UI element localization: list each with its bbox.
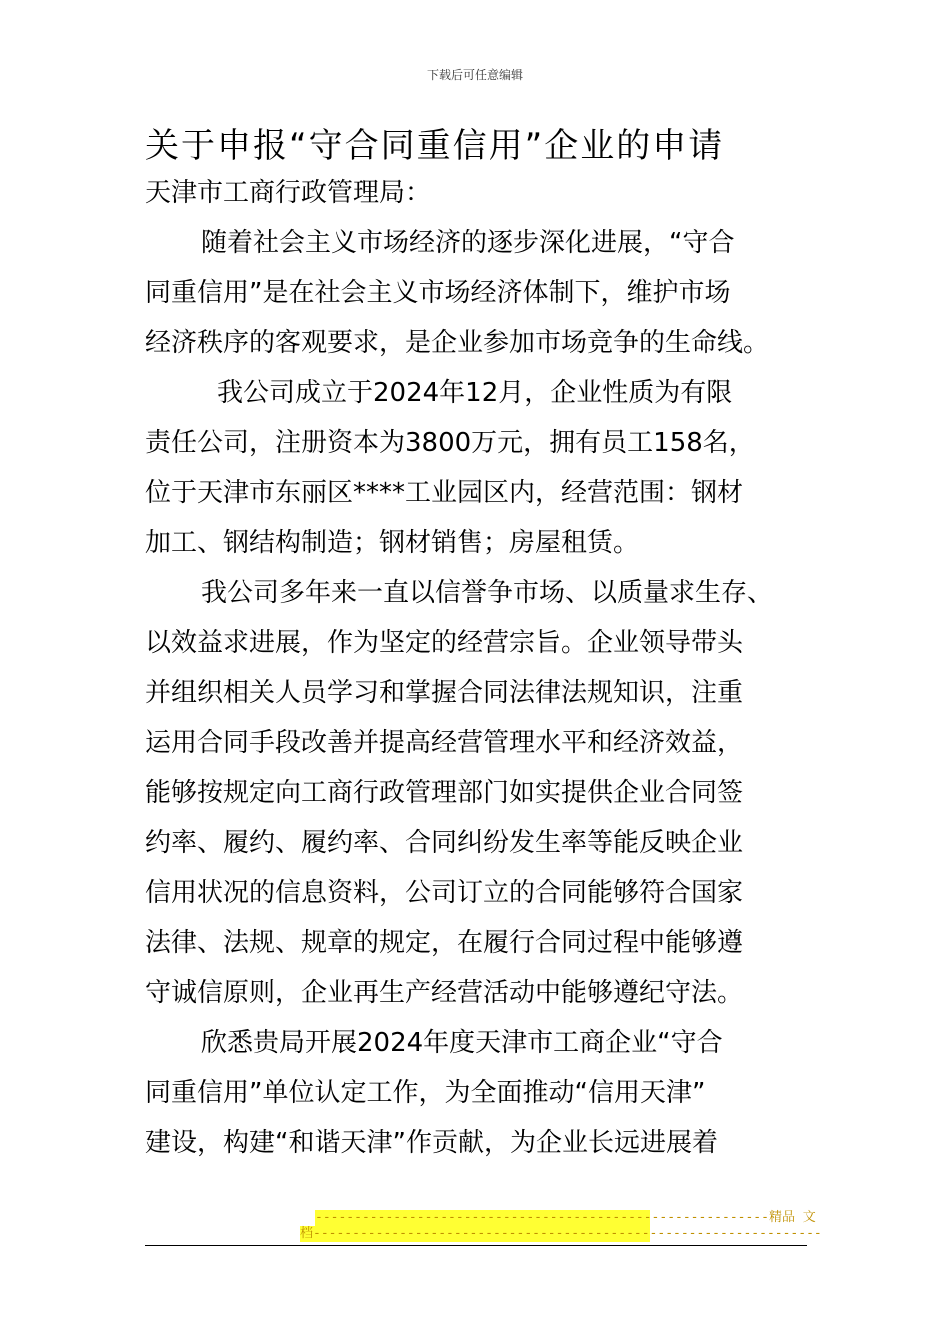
salutation: 天津市工商行政管理局： xyxy=(145,178,432,208)
document-body xyxy=(145,168,825,1168)
paragraph-line: 建设，构建“和谐天津”作贡献，为企业长远进展着 xyxy=(145,1128,718,1158)
paragraph-line: 以效益求进展，作为坚定的经营宗旨。企业领导带头 xyxy=(145,628,744,658)
footer-highlight-block xyxy=(300,1210,822,1242)
paragraph-line: 我公司多年来一直以信誉争市场、以质量求生存、 xyxy=(201,578,774,608)
paragraph-line: 能够按规定向工商行政管理部门如实提供企业合同签 xyxy=(145,778,744,808)
paragraph-line: 责任公司，注册资本为3800万元，拥有员工158名， xyxy=(145,428,755,458)
footer-divider xyxy=(145,1245,807,1246)
footer-line: 档----------------------------------------------------------------- xyxy=(300,1226,822,1241)
paragraph-line: 位于天津市东丽区****工业园区内，经营范围：钢材 xyxy=(145,478,744,508)
paragraph-1 xyxy=(145,218,825,368)
paragraph-3 xyxy=(145,568,825,1018)
paragraph-line: 加工、钢结构制造；钢材销售；房屋租赁。 xyxy=(145,528,640,558)
paragraph-line: 运用合同手段改善并提高经营管理水平和经济效益， xyxy=(145,728,744,758)
paragraph-line: 同重信用”单位认定工作，为全面推动“信用天津” xyxy=(145,1078,706,1108)
paragraph-line: 守诚信原则，企业再生产经营活动中能够遵纪守法。 xyxy=(145,978,744,1008)
paragraph-line: 约率、履约、履约率、合同纠纷发生率等能反映企业 xyxy=(145,828,744,858)
paragraph-line: 同重信用”是在社会主义市场经济体制下，维护市场 xyxy=(145,278,731,308)
paragraph-line: 信用状况的信息资料，公司订立的合同能够符合国家 xyxy=(145,878,744,908)
paragraph-line: 我公司成立于2024年12月，企业性质为有限 xyxy=(217,378,733,408)
footer-line: ----------------------------------------------------------精品 文 xyxy=(315,1210,816,1225)
page-header-note: 下载后可任意编辑 xyxy=(426,68,523,82)
paragraph-line: 并组织相关人员学习和掌握合同法律法规知识，注重 xyxy=(145,678,744,708)
document-title: 关于申报“守合同重信用”企业的申请 xyxy=(145,126,725,166)
paragraph-4 xyxy=(145,1018,825,1168)
paragraph-line: 经济秩序的客观要求，是企业参加市场竞争的生命线。 xyxy=(145,328,770,358)
paragraph-line: 随着社会主义市场经济的逐步深化进展，“守合 xyxy=(201,228,735,258)
paragraph-line: 欣悉贵局开展2024年度天津市工商企业“守合 xyxy=(201,1028,723,1058)
paragraph-line: 法律、法规、规章的规定，在履行合同过程中能够遵 xyxy=(145,928,744,958)
paragraph-2 xyxy=(145,368,825,568)
